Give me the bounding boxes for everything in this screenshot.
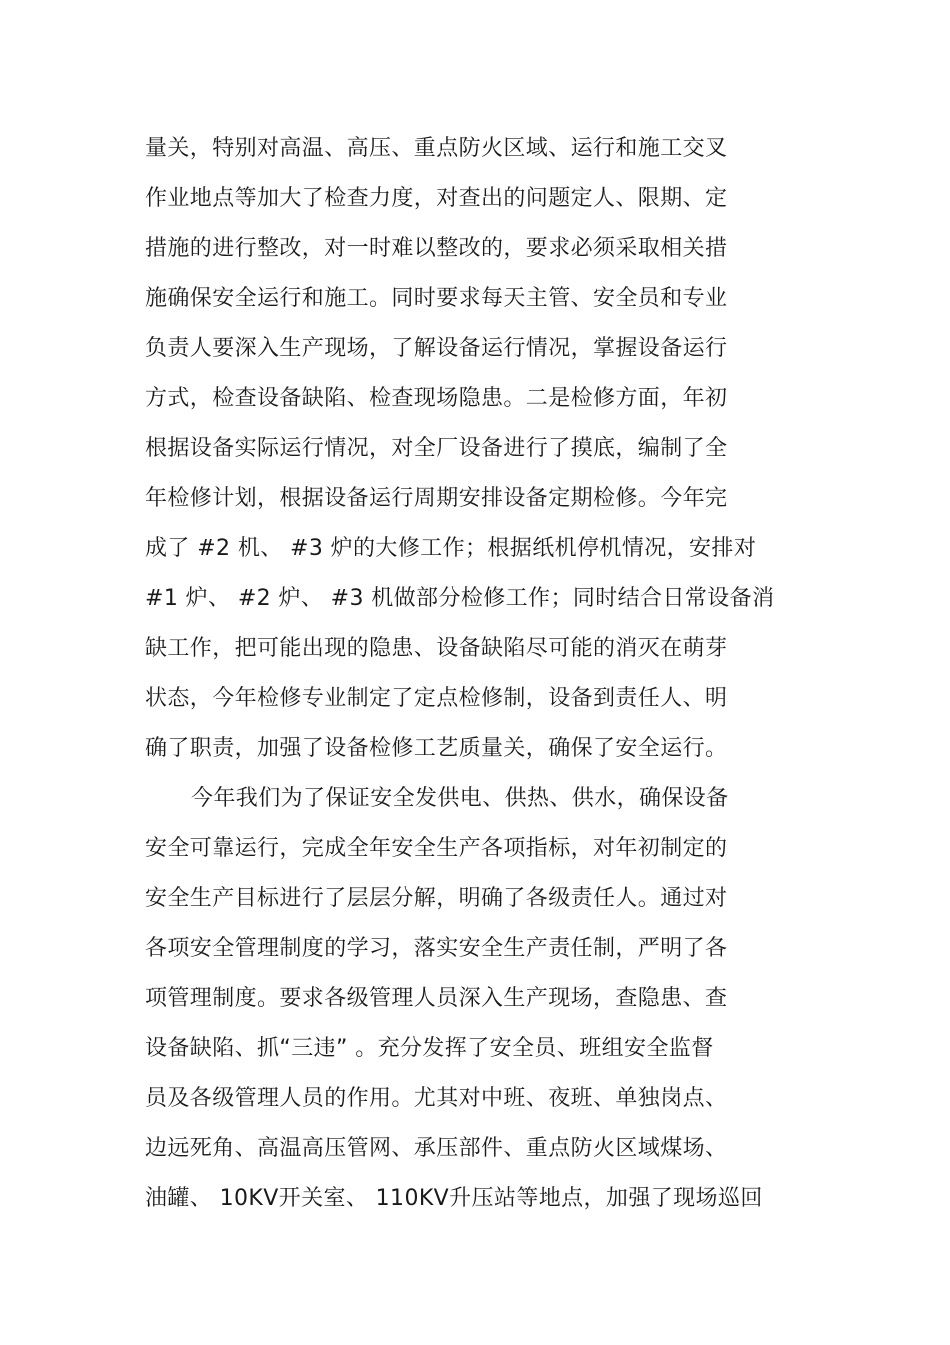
text-line: 根据设备实际运行情况，对全厂设备进行了摸底，编制了全 — [145, 436, 728, 461]
text-line: 成了 #2 机、 #3 炉的大修工作；根据纸机停机情况，安排对 — [145, 536, 757, 561]
text-line: 措施的进行整改，对一时难以整改的，要求必须采取相关措 — [145, 236, 728, 261]
text-line: 作业地点等加大了检查力度，对查出的问题定人、限期、定 — [145, 186, 728, 211]
text-line: 各项安全管理制度的学习，落实安全生产责任制，严明了各 — [145, 936, 728, 961]
text-line: 年检修计划，根据设备运行周期安排设备定期检修。今年完 — [145, 486, 728, 511]
text-line: #1 炉、 #2 炉、 #3 机做部分检修工作；同时结合日常设备消 — [145, 586, 775, 611]
text-line: 项管理制度。要求各级管理人员深入生产现场，查隐患、查 — [145, 986, 728, 1011]
text-line: 边远死角、高温高压管网、承压部件、重点防火区域煤场、 — [145, 1136, 728, 1161]
text-line: 状态，今年检修专业制定了定点检修制，设备到责任人、明 — [145, 686, 728, 711]
text-line: 施确保安全运行和施工。同时要求每天主管、安全员和专业 — [145, 286, 728, 311]
text-line: 确了职责，加强了设备检修工艺质量关，确保了安全运行。 — [145, 736, 728, 761]
text-line: 设备缺陷、抓“三违” 。充分发挥了安全员、班组安全监督 — [145, 1036, 714, 1061]
body-text — [145, 124, 785, 1224]
text-line: 安全生产目标进行了层层分解，明确了各级责任人。通过对 — [145, 886, 728, 911]
text-line: 量关，特别对高温、高压、重点防火区域、运行和施工交叉 — [145, 136, 728, 161]
text-line: 负责人要深入生产现场，了解设备运行情况，掌握设备运行 — [145, 336, 728, 361]
text-line: 安全可靠运行，完成全年安全生产各项指标，对年初制定的 — [145, 836, 728, 861]
paragraph-start-line: 今年我们为了保证安全发供电、供热、供水，确保设备 — [191, 786, 729, 811]
text-line: 方式，检查设备缺陷、检查现场隐患。二是检修方面，年初 — [145, 386, 728, 411]
text-line: 油罐、 10KV开关室、 110KV升压站等地点，加强了现场巡回 — [145, 1186, 763, 1211]
text-line: 员及各级管理人员的作用。尤其对中班、夜班、单独岗点、 — [145, 1086, 728, 1111]
text-line: 缺工作，把可能出现的隐患、设备缺陷尽可能的消灭在萌芽 — [145, 636, 728, 661]
